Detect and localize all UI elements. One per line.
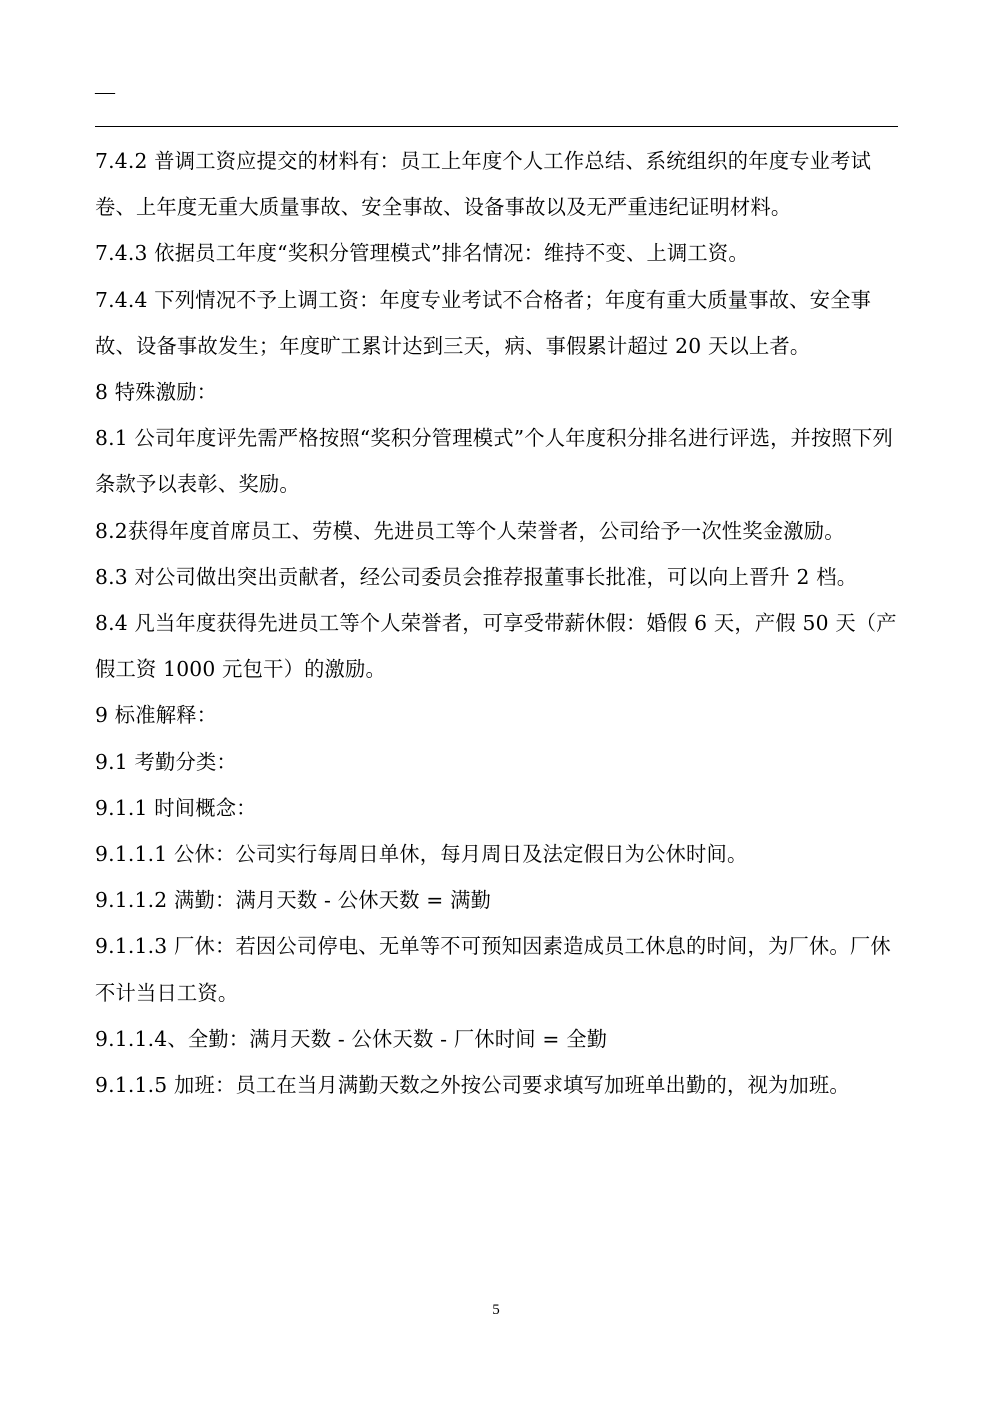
header-mark: — (95, 81, 115, 103)
paragraph-8-4: 8.4 凡当年度获得先进员工等个人荣誉者，可享受带薪休假：婚假 6 天，产假 50 天（产假工资 1000 元包干）的激励。 (95, 611, 897, 682)
paragraph-7-4-3: 7.4.3 依据员工年度“奖积分管理模式”排名情况：维持不变、上调工资。 (95, 241, 749, 266)
paragraph-9-1-1-4: 9.1.1.4、全勤：满月天数 - 公休天数 - 厂休时间 = 全勤 (95, 1026, 608, 1051)
document-body (95, 138, 907, 1108)
section-heading-8: 8 特殊激励： (95, 380, 218, 405)
paragraph-8-3: 8.3 对公司做出突出贡献者，经公司委员会推荐报董事长批准，可以向上晋升 2 档。 (95, 564, 858, 589)
paragraph-7-4-2: 7.4.2 普调工资应提交的材料有：员工上年度个人工作总结、系统组织的年度专业考试卷、上年度无重大质量事故、安全事故、设备事故以及无严重违纪证明材料。 (95, 149, 872, 220)
paragraph-8-1: 8.1 公司年度评先需严格按照“奖积分管理模式”个人年度积分排名进行评选，并按照下列条款予以表彰、奖励。 (95, 426, 893, 497)
paragraph-9-1-1-3: 9.1.1.3 厂休：若因公司停电、无单等不可预知因素造成员工休息的时间，为厂休。厂休不计当日工资。 (95, 934, 891, 1005)
paragraph-9-1-1-2: 9.1.1.2 满勤：满月天数 - 公休天数 = 满勤 (95, 888, 492, 913)
paragraph-9-1-1: 9.1.1 时间概念： (95, 795, 257, 820)
paragraph-9-1-1-5: 9.1.1.5 加班：员工在当月满勤天数之外按公司要求填写加班单出勤的，视为加班。 (95, 1073, 850, 1098)
header-rule (95, 126, 898, 127)
page-number: 5 (492, 1302, 500, 1318)
paragraph-9-1-1-1: 9.1.1.1 公休：公司实行每周日单休，每月周日及法定假日为公休时间。 (95, 842, 748, 867)
paragraph-8-2: 8.2获得年度首席员工、劳模、先进员工等个人荣誉者，公司给予一次性奖金激励。 (95, 518, 845, 543)
paragraph-7-4-4: 7.4.4 下列情况不予上调工资：年度专业考试不合格者；年度有重大质量事故、安全事故、设备事故发生；年度旷工累计达到三天，病、事假累计超过 20 天以上者。 (95, 287, 872, 358)
paragraph-9-1: 9.1 考勤分类： (95, 749, 237, 774)
section-heading-9: 9 标准解释： (95, 703, 218, 728)
